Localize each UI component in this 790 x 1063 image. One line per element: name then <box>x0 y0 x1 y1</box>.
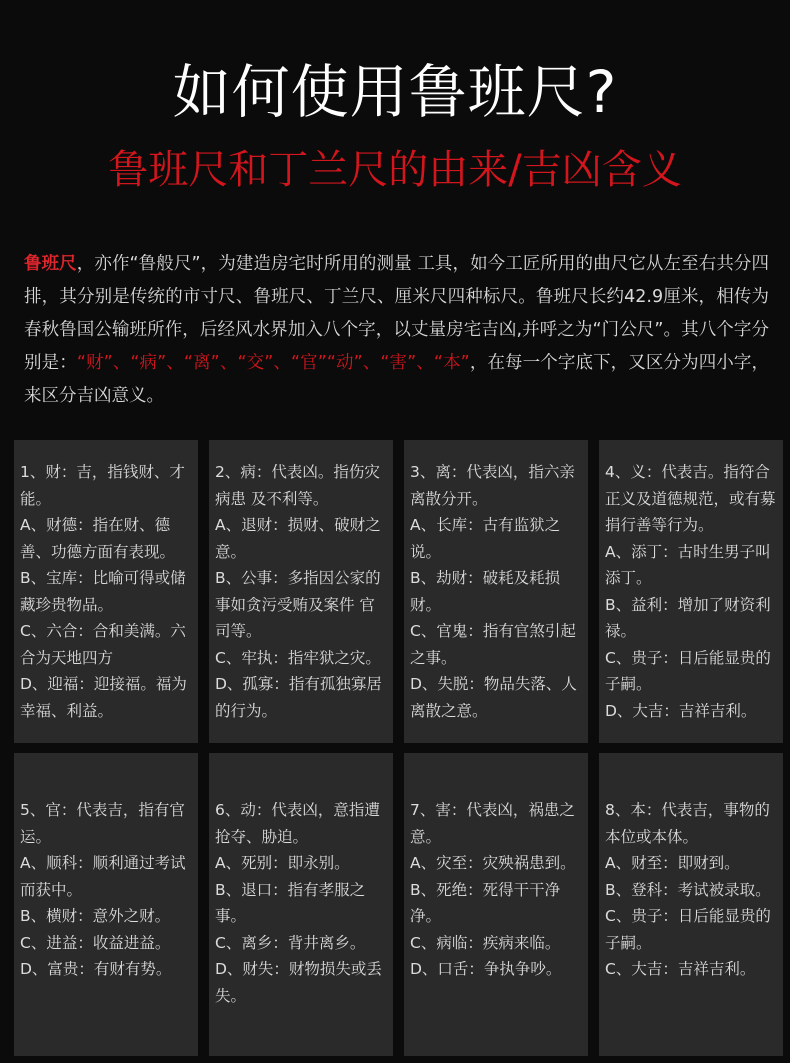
card-line: C、进益：收益进益。 <box>20 933 171 952</box>
card-line: D、富贵：有财有势。 <box>20 960 172 978</box>
card-line: 7、害：代表凶，祸患之意。 <box>410 801 575 846</box>
card-line: D、口舌：争执争吵。 <box>410 960 562 978</box>
card-line: D、大吉：吉祥吉利。 <box>605 701 757 720</box>
card-line: B、益利：增加了财资利禄。 <box>605 595 771 640</box>
card-line: C、六合：合和美满。六合为天地四方 <box>20 622 186 667</box>
card-line: B、宝库：比喻可得或储藏珍贵物品。 <box>20 569 186 614</box>
card-line: 2、病：代表凶。指伤灾病患 及不利等。 <box>215 463 380 508</box>
card-cai <box>14 440 198 743</box>
card-line: A、财至：即财到。 <box>605 854 740 872</box>
card-line: C、大吉：吉祥吉利。 <box>605 960 756 978</box>
card-line: A、退财：损财、破财之意。 <box>215 516 381 561</box>
card-line: A、死别：即永别。 <box>215 854 350 872</box>
card-dong <box>209 753 393 1056</box>
card-line: A、长库：古有监狱之说。 <box>410 516 561 561</box>
card-line: D、迎福：迎接福。福为幸福、利益。 <box>20 675 187 720</box>
card-line: B、劫财：破耗及耗损财。 <box>410 569 561 614</box>
card-line: A、添丁：古时生男子叫添丁。 <box>605 542 771 587</box>
card-line: D、孤寡：指有孤独寡居的行为。 <box>215 675 382 720</box>
card-line: 6、动：代表凶，意指遭抢夺、胁迫。 <box>215 801 380 846</box>
card-guan <box>14 753 198 1056</box>
page-title: 如何使用鲁班尺? <box>172 58 618 126</box>
card-line: C、病临：疾病来临。 <box>410 933 561 952</box>
card-line: C、贵子：日后能显贵的子嗣。 <box>605 907 771 952</box>
card-line: D、失脱：物品失落、人离散之意。 <box>410 675 577 720</box>
card-line: B、退口：指有孝服之事。 <box>215 880 366 925</box>
card-line: A、顺科：顺利通过考试而获中。 <box>20 854 186 899</box>
card-line: B、横财：意外之财。 <box>20 907 171 925</box>
intro-eight-words: “财”、“病”、“离”、“交”、“官”“动”、“害”、“本” <box>76 353 470 373</box>
card-line: D、财失：财物损失或丢失。 <box>215 960 382 1005</box>
card-line: 3、离：代表凶，指六亲离散分开。 <box>410 463 575 508</box>
intro-lead: 鲁班尺 <box>24 254 77 274</box>
card-ben <box>599 753 783 1056</box>
card-li <box>404 440 588 743</box>
card-line: C、官鬼：指有官煞引起之事。 <box>410 622 576 667</box>
intro-text-1: ，亦作“鲁般尺”，为建造房宅时所用的测量 工具，如今工匠所用的曲尺它从左至右共分四排，其分别是传统的市寸尺、鲁班尺、丁兰尺、厘米尺四种标尺。鲁班尺长约42.9厘米，相传为春秋鲁国公输班所作，后经风水界加入八个字，以丈量房宅吉凶,并呼之为“门公尺”。其八个字分别是： <box>24 254 769 373</box>
card-line: C、牢执：指牢狱之灾。 <box>215 648 381 667</box>
card-line: A、财德：指在财、德善、功德方面有表现。 <box>20 516 176 561</box>
card-yi <box>599 440 783 743</box>
card-line: B、公事：多指因公家的事如贪污受贿及案件 官司等。 <box>215 569 381 640</box>
card-line: B、登科：考试被录取。 <box>605 880 771 899</box>
card-hai <box>404 753 588 1056</box>
card-bing <box>209 440 393 743</box>
card-line: C、贵子：日后能显贵的子嗣。 <box>605 648 771 693</box>
intro-text-2: ，在每一个字底下，又区分为四小字，来区分吉凶意义。 <box>24 353 769 406</box>
card-line: B、死绝：死得干干净净。 <box>410 880 561 925</box>
page-subtitle: 鲁班尺和丁兰尺的由来/吉凶含义 <box>108 147 682 193</box>
card-line: 8、本：代表吉，事物的本位或本体。 <box>605 801 770 846</box>
card-line: 1、财：吉，指钱财、才能。 <box>20 463 185 508</box>
card-line: 5、官：代表吉，指有官运。 <box>20 801 185 846</box>
card-line: C、离乡：背井离乡。 <box>215 933 366 952</box>
card-line: A、灾至：灾殃祸患到。 <box>410 854 576 872</box>
card-line: 4、义：代表吉。指符合正义及道德规范，或有募捐行善等行为。 <box>605 463 776 534</box>
intro-paragraph <box>24 248 769 413</box>
